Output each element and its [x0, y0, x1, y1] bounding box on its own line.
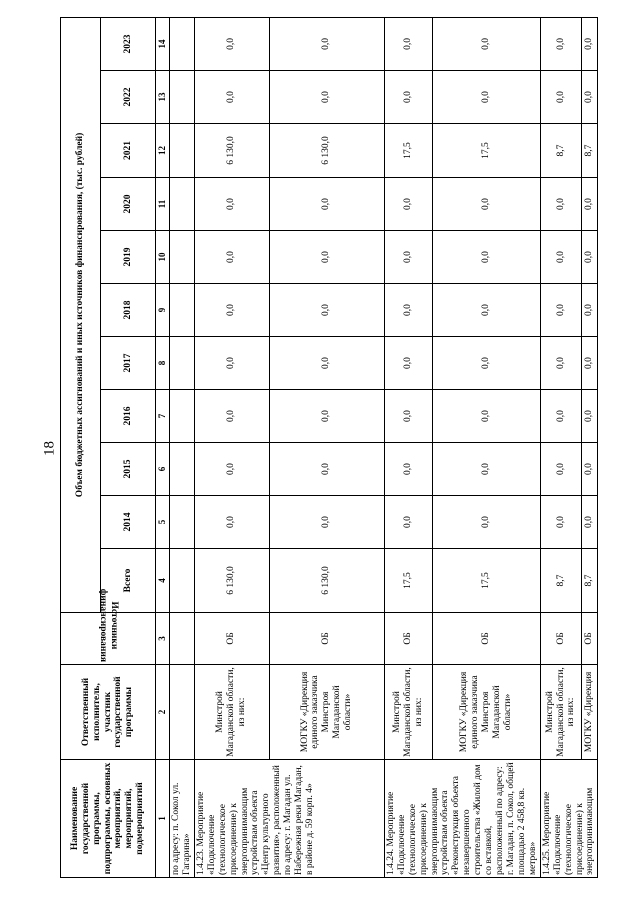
row-year-value: 0,0 [540, 284, 581, 337]
row-source: ОБ [540, 613, 581, 665]
row-year-value: 0,0 [194, 231, 269, 284]
row-year-value: 0,0 [540, 496, 581, 549]
funding-table [60, 17, 598, 878]
row-year-value: 0,0 [269, 178, 384, 231]
row-year-value [170, 231, 195, 284]
row-executor: МОГКУ «Дирекция [582, 665, 598, 760]
row-year-value: 8,7 [582, 124, 598, 178]
column-number: 1 [156, 760, 170, 878]
row-source: ОБ [194, 613, 269, 665]
row-year-value: 0,0 [194, 337, 269, 390]
row-name: 1.4.24. Мероприятие «Подключение (технологическое присоединение) к энергопринимающим устройствам объекта «Реконструкция объекта незавершенного строительства «Жилой дом со вставкой, расположенный по адресу: г. Магадан, п. Сокол, общей площадью 2 458,8 кв. метров» [384, 760, 540, 878]
row-year-value: 0,0 [269, 443, 384, 496]
row-year-value: 0,0 [269, 17, 384, 70]
header-name: Наименование государственной программы, подпрограммы, основных мероприятий, мероприятий, подмероприятий [61, 760, 156, 878]
row-year-value: 0,0 [540, 231, 581, 284]
column-numbers-row [156, 17, 170, 877]
row-year-value: 0,0 [384, 284, 432, 337]
row-year-value [170, 284, 195, 337]
table-row [269, 17, 384, 877]
row-year-value: 0,0 [269, 71, 384, 124]
table-row [170, 17, 195, 877]
header-total: Всего [101, 549, 156, 613]
row-year-value: 0,0 [432, 337, 540, 390]
row-year-value [170, 496, 195, 549]
row-year-value: 17,5 [432, 124, 540, 178]
row-year-value: 0,0 [432, 443, 540, 496]
row-year-value: 0,0 [384, 71, 432, 124]
row-year-value: 0,0 [194, 496, 269, 549]
header-source-text: Источники финансирования [98, 588, 119, 662]
row-year-value: 0,0 [540, 17, 581, 70]
row-year-value: 0,0 [194, 390, 269, 443]
row-source: ОБ [384, 613, 432, 665]
row-year-value: 0,0 [384, 178, 432, 231]
row-executor: МОГКУ «Дирекция единого заказчика Минстроя Магаданской области» [269, 665, 384, 760]
header-year: 2017 [101, 337, 156, 390]
row-year-value: 0,0 [432, 284, 540, 337]
row-year-value: 0,0 [194, 443, 269, 496]
column-number: 8 [156, 337, 170, 390]
row-total-value [170, 549, 195, 613]
header-year: 2022 [101, 71, 156, 124]
row-year-value: 0,0 [540, 390, 581, 443]
row-year-value: 6 130,0 [194, 124, 269, 178]
header-executor: Ответственный исполнитель, участник государственной программы [61, 665, 156, 760]
row-year-value: 0,0 [432, 390, 540, 443]
row-year-value: 0,0 [432, 17, 540, 70]
column-number: 7 [156, 390, 170, 443]
column-number: 14 [156, 17, 170, 70]
header-year: 2018 [101, 284, 156, 337]
row-year-value: 0,0 [540, 71, 581, 124]
header-source [61, 588, 156, 665]
header-year: 2023 [101, 17, 156, 70]
row-year-value: 0,0 [194, 178, 269, 231]
column-number: 5 [156, 496, 170, 549]
column-number: 3 [156, 613, 170, 665]
table-body [170, 17, 598, 877]
row-year-value: 8,7 [540, 124, 581, 178]
rotated-table-wrapper [60, 18, 596, 878]
row-executor: Минстрой Магаданской области, из них: [384, 665, 432, 760]
row-total-value: 8,7 [582, 549, 598, 613]
row-year-value: 0,0 [269, 390, 384, 443]
row-year-value: 0,0 [432, 178, 540, 231]
column-number: 10 [156, 231, 170, 284]
row-year-value: 0,0 [194, 17, 269, 70]
row-executor: Минстрой Магаданской области, из них: [194, 665, 269, 760]
header-year: 2016 [101, 390, 156, 443]
row-source [170, 613, 195, 665]
row-year-value: 0,0 [384, 17, 432, 70]
table-row [384, 17, 432, 877]
table-row [540, 17, 581, 877]
row-name: по адресу: п. Сокол ул. Гагарина» [170, 760, 195, 878]
row-year-value: 0,0 [384, 337, 432, 390]
row-year-value: 0,0 [384, 390, 432, 443]
row-year-value: 0,0 [269, 496, 384, 549]
row-year-value: 0,0 [384, 231, 432, 284]
row-year-value: 0,0 [540, 178, 581, 231]
row-year-value: 0,0 [194, 284, 269, 337]
table-row [194, 17, 269, 877]
row-year-value: 0,0 [582, 178, 598, 231]
column-number: 2 [156, 665, 170, 760]
column-number: 4 [156, 549, 170, 613]
header-funding-group: Объем бюджетных ассигнований и иных источников финансирования, (тыс. рублей) [61, 17, 101, 612]
row-year-value: 0,0 [432, 71, 540, 124]
row-year-value: 0,0 [269, 337, 384, 390]
header-year: 2015 [101, 443, 156, 496]
row-year-value: 0,0 [540, 337, 581, 390]
table-row [432, 17, 540, 877]
column-number: 12 [156, 124, 170, 178]
row-year-value [170, 71, 195, 124]
row-total-value: 17,5 [432, 549, 540, 613]
row-executor [170, 665, 195, 760]
row-year-value: 6 130,0 [269, 124, 384, 178]
row-source: ОБ [432, 613, 540, 665]
row-year-value: 0,0 [582, 443, 598, 496]
row-total-value: 6 130,0 [269, 549, 384, 613]
header-year: 2019 [101, 231, 156, 284]
row-year-value [170, 337, 195, 390]
row-year-value: 0,0 [582, 390, 598, 443]
row-year-value: 0,0 [582, 496, 598, 549]
row-year-value: 0,0 [194, 71, 269, 124]
row-total-value: 8,7 [540, 549, 581, 613]
row-name: 1.4.25. Мероприятие «Подключение (технологическое присоединение) к энергопринимающим [540, 760, 598, 878]
row-year-value: 0,0 [269, 231, 384, 284]
page-number: 18 [41, 441, 58, 456]
row-year-value: 0,0 [540, 443, 581, 496]
header-year: 2021 [101, 124, 156, 178]
row-executor: МОГКУ «Дирекция единого заказчика Минстроя Магаданской области» [432, 665, 540, 760]
column-number: 13 [156, 71, 170, 124]
row-year-value: 0,0 [582, 284, 598, 337]
column-number: 11 [156, 178, 170, 231]
row-year-value [170, 17, 195, 70]
row-year-value: 0,0 [582, 71, 598, 124]
row-executor: Минстрой Магаданской области, из них: [540, 665, 581, 760]
row-year-value [170, 178, 195, 231]
row-year-value: 0,0 [582, 231, 598, 284]
row-year-value: 0,0 [384, 443, 432, 496]
row-year-value: 0,0 [582, 17, 598, 70]
row-year-value: 17,5 [384, 124, 432, 178]
row-year-value: 0,0 [582, 337, 598, 390]
row-name: 1.4.23. Мероприятие «Подключение (технологическое присоединение) к энергопринимающим устройствам объекта «Центр культурного развития», расположенный по адресу: г. Магадан ул. Набережная реки Магадан, в районе д. 59 корп. 4» [194, 760, 384, 878]
row-total-value: 17,5 [384, 549, 432, 613]
row-year-value: 0,0 [432, 496, 540, 549]
row-source: ОБ [269, 613, 384, 665]
row-total-value: 6 130,0 [194, 549, 269, 613]
row-year-value [170, 443, 195, 496]
row-year-value [170, 124, 195, 178]
row-year-value: 0,0 [432, 231, 540, 284]
row-year-value [170, 390, 195, 443]
column-number: 6 [156, 443, 170, 496]
row-year-value: 0,0 [269, 284, 384, 337]
header-year: 2020 [101, 178, 156, 231]
header-year: 2014 [101, 496, 156, 549]
column-number: 9 [156, 284, 170, 337]
row-year-value: 0,0 [384, 496, 432, 549]
row-source: ОБ [582, 613, 598, 665]
table-row [582, 17, 598, 877]
